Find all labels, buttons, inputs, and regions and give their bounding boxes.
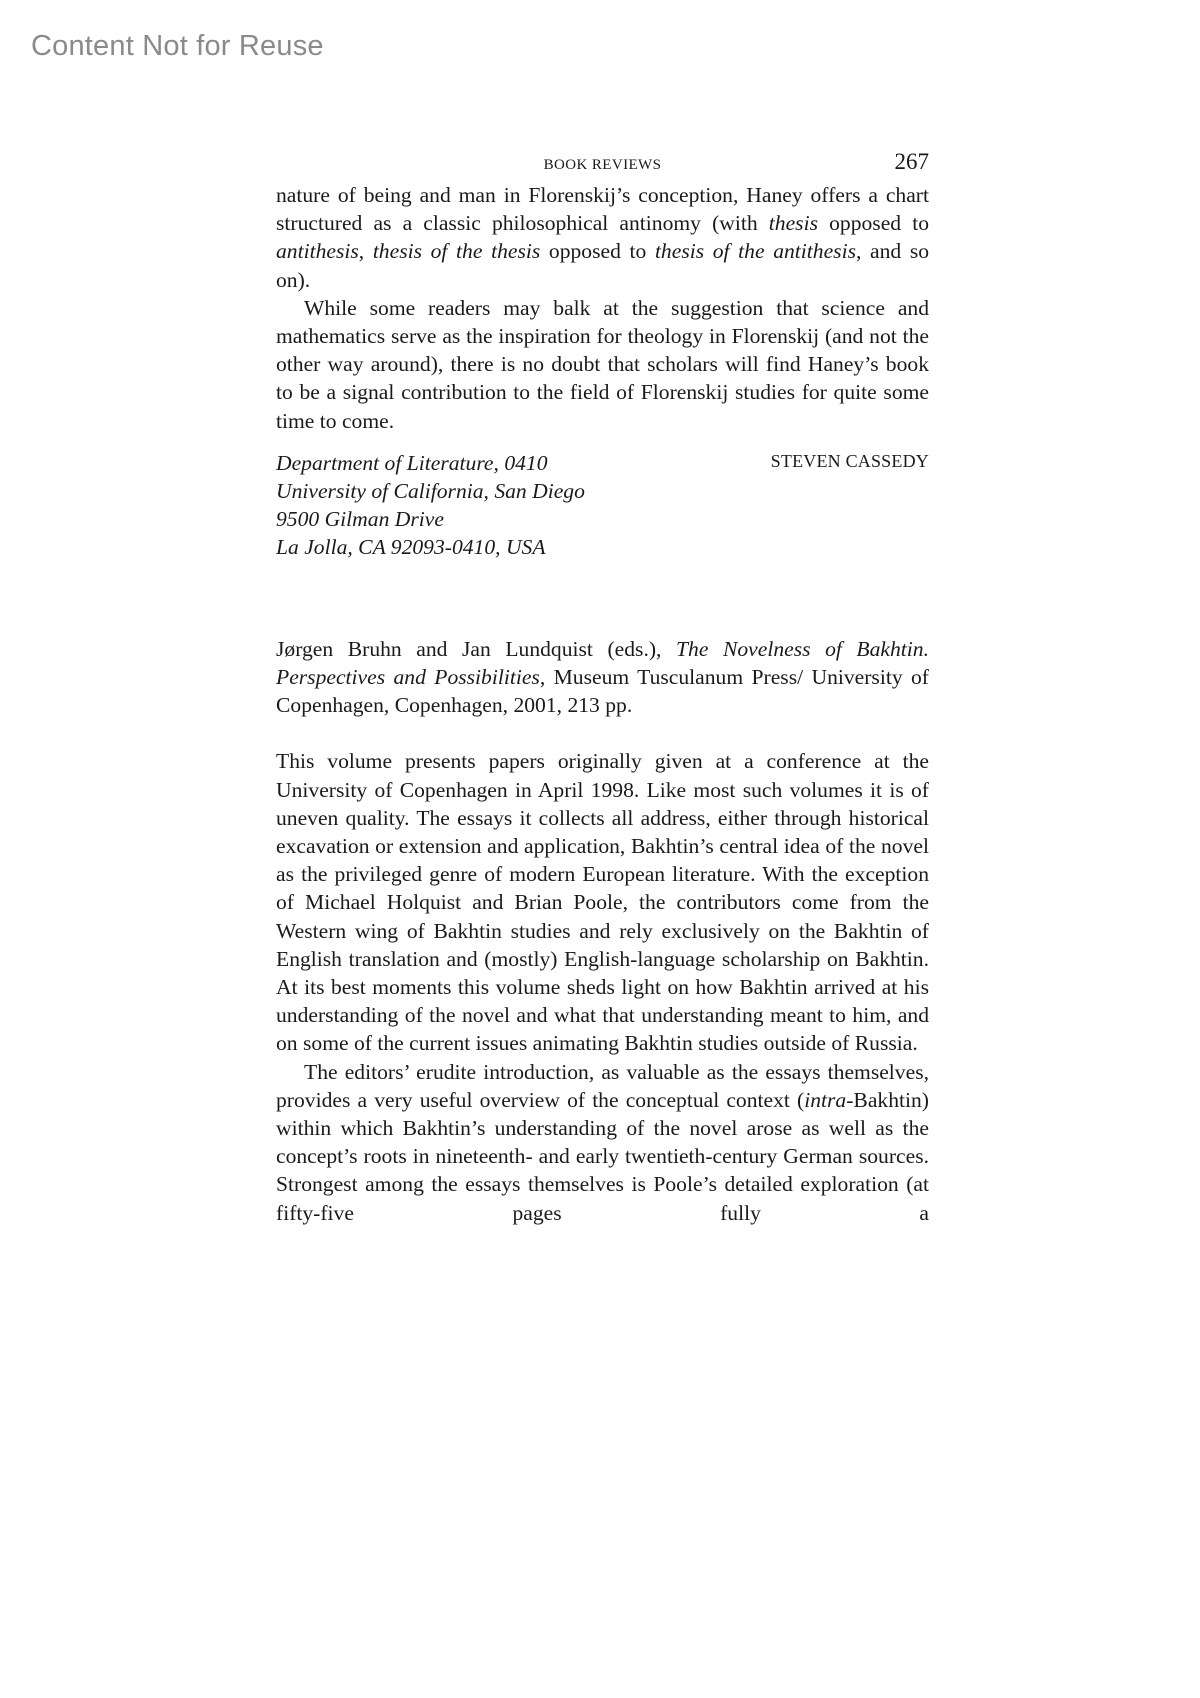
text-run: -Bakhtin) within which Bakhtin’s understanding of the novel arose as well as the concept’s roots in nineteenth- and early twentieth-century German sources. Strongest among the essays themselves is Poole’s detailed exploration (at fifty-five pages fully a [276, 1087, 929, 1225]
page-number: 267 [894, 149, 929, 174]
reviewer-name: STEVEN CASSEDY [770, 450, 929, 471]
running-head [276, 145, 929, 181]
italic-run: intra [804, 1087, 847, 1112]
review2-citation [276, 635, 929, 720]
reviewer-affiliation [276, 449, 585, 562]
affiliation-line: La Jolla, CA 92093-0410, USA [276, 535, 546, 560]
affiliation-line: 9500 Gilman Drive [276, 507, 444, 532]
review1-paragraph-1 [276, 181, 929, 294]
italic-run: thesis of the antithesis [654, 239, 856, 264]
watermark: Content Not for Reuse [31, 30, 324, 62]
review1-signature [276, 449, 929, 561]
text-run: , and so on). [276, 239, 930, 292]
affiliation-line: Department of Literature, 0410 [276, 450, 548, 475]
citation-editors: Jørgen Bruhn and Jan Lundquist (eds.), [276, 636, 677, 661]
text-run: opposed to [540, 239, 655, 264]
review1-paragraph-2: While some readers may balk at the suggestion that science and mathematics serve as the inspiration for theology in Florenskij (and not the other way around), there is no doubt that scholars will find Haney’s book to be a signal contribution to the field of Florenskij studies for quite some time to come. [276, 295, 929, 433]
journal-page [276, 145, 929, 1227]
citation-title: The Novelness of Bakhtin. Perspectives and Possibilities [276, 636, 929, 690]
italic-run: antithesis [276, 239, 359, 264]
citation-publisher: , Museum Tusculanum Press/ University of Copenhagen, Copenhagen, 2001, 213 pp. [276, 665, 929, 718]
italic-run: thesis [768, 211, 818, 236]
text-run: , [358, 239, 373, 264]
review2-paragraph-2 [276, 1058, 929, 1227]
running-title: BOOK REVIEWS [543, 157, 662, 173]
italic-run: thesis of the thesis [372, 239, 541, 264]
text-run: The editors’ erudite introduction, as valuable as the essays themselves, provides a very useful overview of the conceptual context ( [276, 1059, 929, 1112]
text-run: nature of being and man in Florenskij’s conception, Haney offers a chart structured as a classic philosophical antinomy (with [276, 183, 929, 236]
review2-paragraph-1: This volume presents papers originally given at a conference at the University of Copenhagen in April 1998. Like most such volumes it is of uneven quality. The essays it collects all address, either through historical excavation or extension and application, Bakhtin’s central idea of the novel as the privileged genre of modern European literature. With the exception of Michael Holquist and Brian Poole, the contributors come from the Western wing of Bakhtin studies and rely exclusively on the Bakhtin of English translation and (mostly) English-language scholarship on Bakhtin. At its best moments this volume sheds light on how Bakhtin arrived at his understanding of the novel and what that understanding meant to him, and on some of the current issues animating Bakhtin studies outside of Russia. [276, 749, 929, 1056]
text-run: opposed to [817, 211, 929, 236]
affiliation-line: University of California, San Diego [276, 479, 585, 504]
